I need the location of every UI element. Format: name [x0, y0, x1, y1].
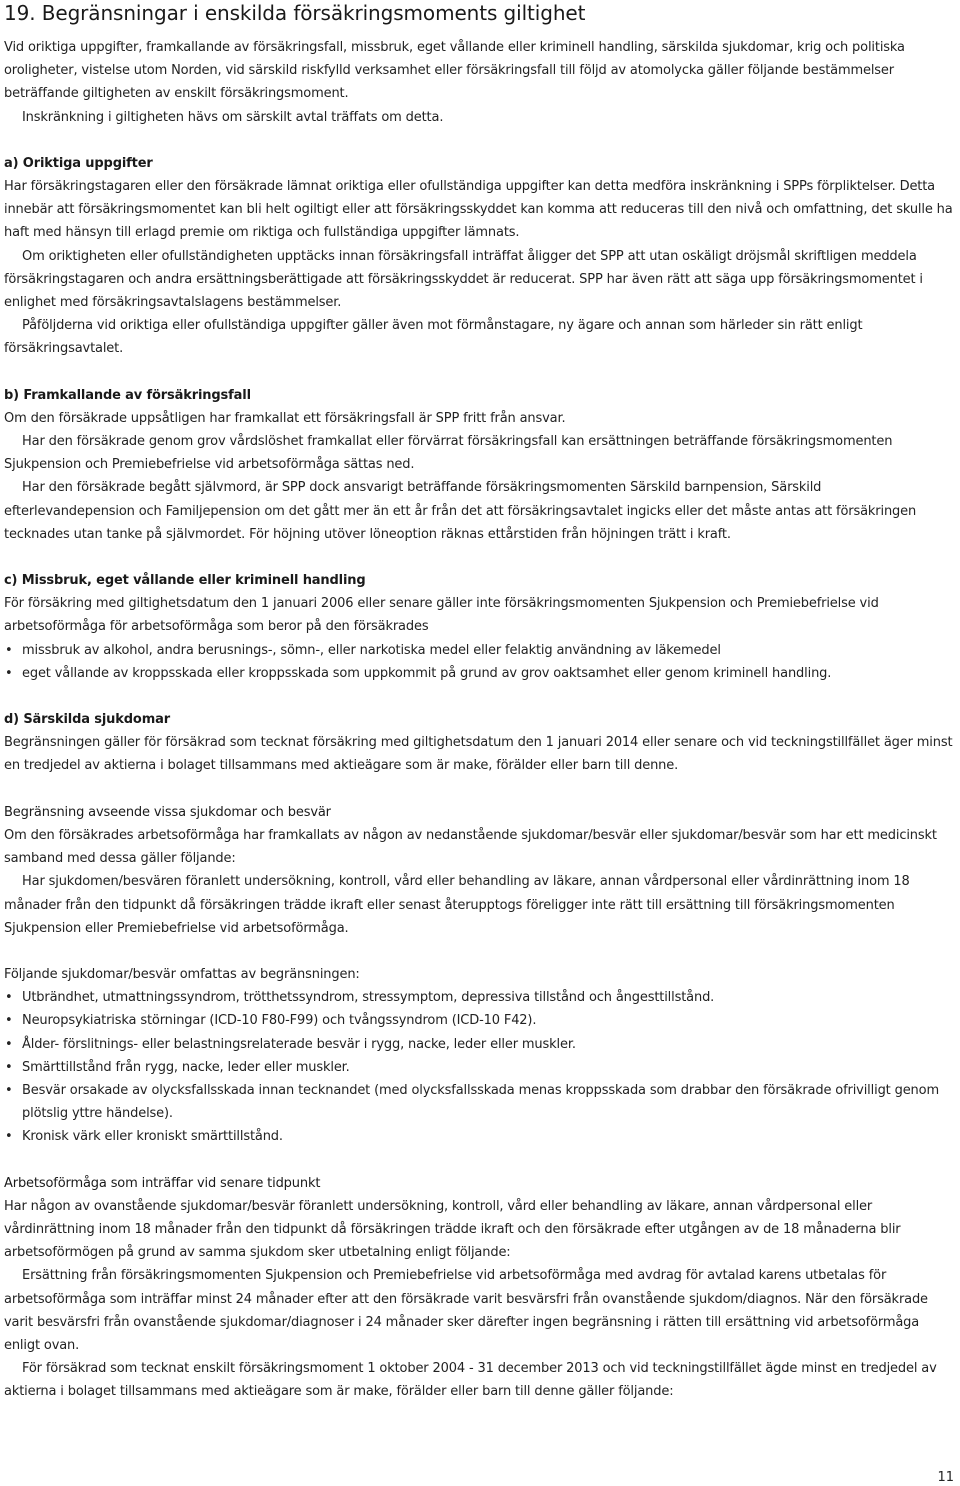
section-heading: Arbetsoförmåga som inträffar vid senare tidpunkt — [4, 1175, 321, 1191]
section-sarskilda-sjukdomar — [4, 708, 956, 778]
section-sjukdomar-lista — [4, 963, 956, 1149]
intro-section — [4, 25, 956, 129]
bullet-icon: • — [5, 990, 13, 1006]
paragraph: Följande sjukdomar/besvär omfattas av begränsningen: — [4, 966, 360, 982]
bullet-icon: • — [5, 1059, 13, 1075]
document-body — [4, 25, 956, 1404]
paragraph: Har sjukdomen/besvären föranlett undersökning, kontroll, vård eller behandling av läkare, annan vårdpersonal eller vårdinrättning inom 18 månader från den tidpunkt då försäkringen trädde ikraft eller senast återupptogs föreligger inte rätt till ersättning till försäkringsmomenten Sjukpension eller Premiebefrielse vid arbetsoförmåga. — [4, 874, 910, 936]
paragraph: Har den försäkrade begått självmord, är SPP dock ansvarigt beträffande försäkringsmomenten Särskild barnpension, Särskild efterlevandepension och Familjepension om det gått mer än ett år från det att försäkringsavtalet ingicks eller det måste antas att försäkringen tecknades utan tanke på självmordet. För höjning utöver löneoption räknas ettårstiden från höjningen trätt i kraft. — [4, 480, 917, 542]
section-framkallande — [4, 384, 956, 546]
intro-paragraph: Vid oriktiga uppgifter, framkallande av försäkringsfall, missbruk, eget vållande eller kriminell handling, särskilda sjukdomar, krig och politiska oroligheter, vistelse utom Norden, vid särskild riskfylld verksamhet eller försäkringsfall till följd av atomolycka gäller följande bestämmelser beträffande giltigheten av enskilt försäkringsmoment. — [4, 40, 905, 102]
section-heading: Begränsning avseende vissa sjukdomar och besvär — [4, 804, 331, 820]
page-number: 11 — [937, 1470, 954, 1485]
list-item-text: Ålder- förslitnings- eller belastningsrelaterade besvär i rygg, nacke, leder eller muskler. — [22, 1036, 576, 1052]
list-item — [4, 1125, 956, 1148]
bullet-icon: • — [5, 642, 13, 658]
bullet-list — [4, 639, 956, 685]
paragraph: Har någon av ovanstående sjukdomar/besvär föranlett undersökning, kontroll, vård eller behandling av läkare, annan vårdpersonal eller vårdinrättning inom 18 månader från den tidpunkt då försäkringen trädde ikraft och den försäkrade efter utgången av de 18 månaderna blir arbetsoförmögen på grund av samma sjukdom sker utbetalning enligt följande: — [4, 1198, 901, 1261]
section-heading: a) Oriktiga uppgifter — [4, 155, 153, 171]
list-item — [4, 986, 956, 1009]
paragraph: För försäkrad som tecknat enskilt försäkringsmoment 1 oktober 2004 - 31 december 2013 och vid teckningstillfället ägde minst en tredjedel av aktierna i bolaget tillsammans med aktieägare som är make, förälder eller barn till denne gäller följande: — [4, 1361, 937, 1400]
paragraph: Om oriktigheten eller ofullständigheten upptäcks innan försäkringsfall inträffat åligger det SPP att utan oskäligt dröjsmål skriftligen meddela försäkringstagaren och andra ersättningsberättigade att försäkringsskyddet är reducerat. SPP har även rätt att säga upp försäkringsmomentet i enlighet med försäkringsavtalslagens bestämmelser. — [4, 248, 923, 311]
list-item-text: eget vållande av kroppsskada eller kroppsskada som uppkommit på grund av grov oaktsamhet eller genom kriminell handling. — [22, 665, 832, 681]
bullet-list — [4, 986, 956, 1148]
bullet-icon: • — [5, 665, 13, 681]
section-senare-tidpunkt — [4, 1172, 956, 1404]
section-begransning-sjukdomar — [4, 801, 956, 940]
section-heading: d) Särskilda sjukdomar — [4, 712, 170, 728]
list-item-text: Utbrändhet, utmattningssyndrom, trötthetssyndrom, stressymptom, depressiva tillstånd och ångesttillstånd. — [22, 990, 715, 1006]
bullet-icon: • — [5, 1013, 13, 1029]
list-item-text: missbruk av alkohol, andra berusnings-, sömn-, eller narkotiska medel eller felaktig användning av läkemedel — [22, 642, 721, 658]
paragraph: Påföljderna vid oriktiga eller ofullständiga uppgifter gäller även mot förmånstagare, ny ägare och annan som härleder sin rätt enligt försäkringsavtalet. — [4, 318, 863, 357]
list-item — [4, 1033, 956, 1056]
page-title: 19. Begränsningar i enskilda försäkringsmoments giltighet — [4, 1, 586, 25]
paragraph: Ersättning från försäkringsmomenten Sjukpension och Premiebefrielse vid arbetsoförmåga med avdrag för avtalad karens utbetalas för arbetsoförmåga som inträffar minst 24 månader efter att den försäkrade varit besvärsfri från ovanstående sjukdom/diagnos. När den försäkrade varit besvärsfri från ovanstående sjukdomar/diagnoser i 24 månader sker därefter ingen begränsning i rätten till ersättning vid arbetsoförmåga enligt ovan. — [4, 1268, 928, 1353]
paragraph: Har den försäkrade genom grov vårdslöshet framkallat eller förvärrat försäkringsfall kan ersättningen beträffande försäkringsmomenten Sjukpension och Premiebefrielse vid arbetsoförmåga sättas ned. — [4, 434, 893, 473]
list-item — [4, 1056, 956, 1079]
paragraph: För försäkring med giltighetsdatum den 1 januari 2006 eller senare gäller inte försäkringsmomenten Sjukpension och Premiebefrielse vid arbetsoförmåga för arbetsoförmåga som beror på den försäkrades — [4, 596, 879, 635]
bullet-icon: • — [5, 1036, 13, 1052]
list-item-text: Besvär orsakade av olycksfallsskada innan tecknandet (med olycksfallsskada menas kroppsskada som drabbar den försäkrade ofrivilligt genom plötslig yttre händelse). — [22, 1082, 939, 1122]
bullet-icon: • — [5, 1129, 13, 1145]
paragraph: Om den försäkrade uppsåtligen har framkallat ett försäkringsfall är SPP fritt från ansvar. — [4, 410, 566, 426]
document-page — [4, 0, 956, 1404]
list-item — [4, 1009, 956, 1032]
paragraph: Begränsningen gäller för försäkrad som tecknat försäkring med giltighetsdatum den 1 januari 2014 eller senare och vid teckningstillfället äger minst en tredjedel av aktierna i bolaget tillsammans med aktieägare som är make, förälder eller barn till denne. — [4, 735, 953, 774]
bullet-icon: • — [5, 1082, 13, 1098]
list-item-text: Smärttillstånd från rygg, nacke, leder eller muskler. — [22, 1059, 350, 1075]
section-heading: c) Missbruk, eget vållande eller kriminell handling — [4, 573, 366, 589]
list-item — [4, 1079, 956, 1125]
section-oriktiga-uppgifter — [4, 152, 956, 361]
paragraph: Har försäkringstagaren eller den försäkrade lämnat oriktiga eller ofullständiga uppgifter kan detta medföra inskränkning i SPPs förpliktelser. Detta innebär att försäkringsmomentet kan bli helt ogiltigt eller att försäkringsskyddet kan komma att reduceras till den nivå och omfattning, det skulle ha haft med hänsyn till erlagd premie om riktiga och fullständiga uppgifter lämnats. — [4, 179, 953, 241]
list-item-text: Neuropsykiatriska störningar (ICD-10 F80-F99) och tvångssyndrom (ICD-10 F42). — [22, 1013, 537, 1029]
section-missbruk — [4, 569, 956, 685]
list-item — [4, 639, 956, 662]
list-item — [4, 662, 956, 685]
intro-note: Inskränkning i giltigheten hävs om särskilt avtal träffats om detta. — [22, 109, 444, 125]
paragraph: Om den försäkrades arbetsoförmåga har framkallats av någon av nedanstående sjukdomar/besvär eller sjukdomar/besvär som har ett medicinskt samband med dessa gäller följande: — [4, 827, 937, 867]
list-item-text: Kronisk värk eller kroniskt smärttillstånd. — [22, 1129, 283, 1145]
section-heading: b) Framkallande av försäkringsfall — [4, 387, 251, 403]
